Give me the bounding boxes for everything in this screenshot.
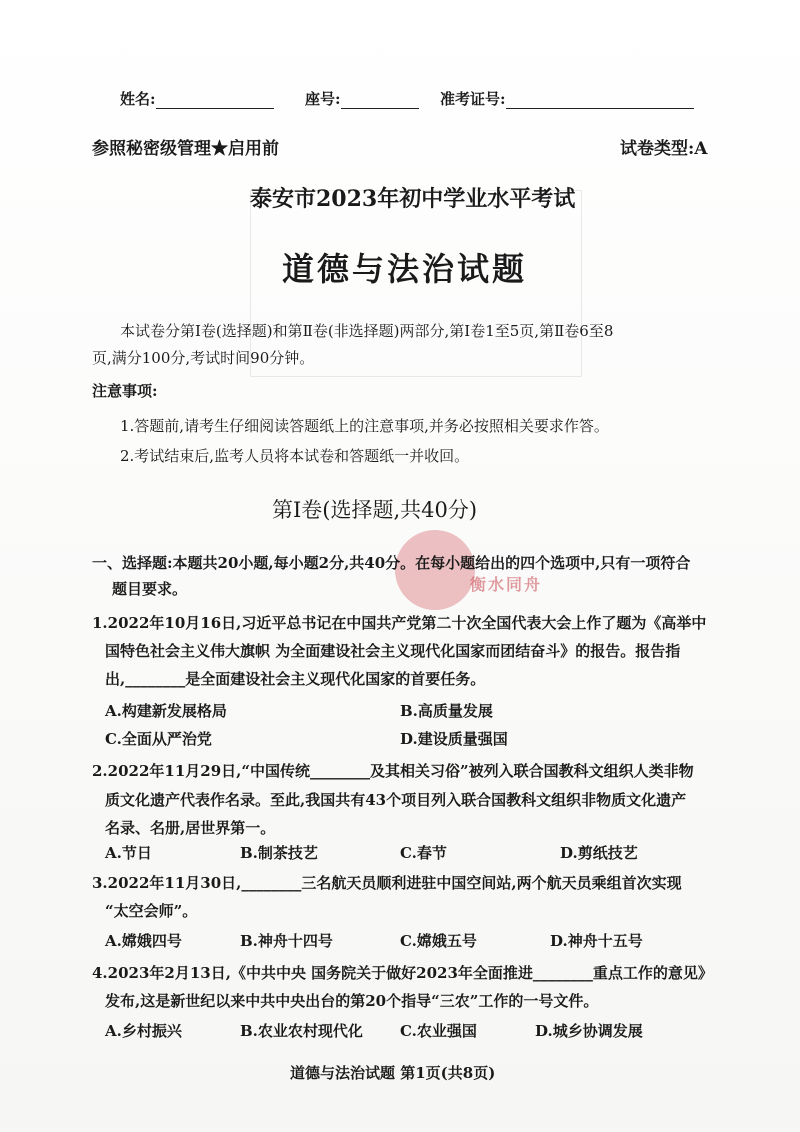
seat-line[interactable] <box>341 93 419 109</box>
paper-type: 试卷类型:A <box>620 139 708 159</box>
page-footer: 道德与法治试题 第1页(共8页) <box>290 1064 496 1082</box>
q3-line-2: “太空会师”。 <box>105 902 198 920</box>
q2-option-a[interactable]: A.节日 <box>105 844 152 862</box>
q3-option-d[interactable]: D.神舟十五号 <box>550 932 643 950</box>
q2-line-2: 质文化遗产代表作名录。至此,我国共有43个项目列入联合国教科文组织非物质文化遗产 <box>105 791 687 809</box>
watermark-text: 衡水同舟 <box>470 575 543 594</box>
q4-option-c[interactable]: C.农业强国 <box>400 1022 477 1040</box>
notes-heading: 注意事项: <box>92 382 158 400</box>
q4-option-a[interactable]: A.乡村振兴 <box>105 1022 182 1040</box>
q3-line-1: 3.2022年11月30日,________三名航天员顺利进驻中国空间站,两个航天员乘组首次实现 <box>92 874 682 892</box>
q1-line-3: 出,________是全面建设社会主义现代化国家的首要任务。 <box>105 670 486 688</box>
q2-option-b[interactable]: B.制茶技艺 <box>240 844 318 862</box>
intro-line-2: 页,满分100分,考试时间90分钟。 <box>92 349 315 367</box>
q1-line-2: 国特色社会主义伟大旗帜 为全面建设社会主义现代化国家而团结奋斗》的报告。报告指 <box>105 642 681 660</box>
q1-option-a[interactable]: A.构建新发展格局 <box>105 702 227 720</box>
q1-line-1: 1.2022年10月16日,习近平总书记在中国共产党第二十次全国代表大会上作了题为《高举中 <box>92 614 707 632</box>
q2-option-d[interactable]: D.剪纸技艺 <box>560 844 638 862</box>
q4-option-d[interactable]: D.城乡协调发展 <box>535 1022 643 1040</box>
exam-no-field <box>440 88 694 109</box>
secret-level: 参照秘密级管理★启用前 <box>92 139 279 159</box>
section-instr-1: 一、选择题:本题共20小题,每小题2分,共40分。在每小题给出的四个选项中,只有一项符合 <box>92 554 691 572</box>
q1-option-c[interactable]: C.全面从严治党 <box>105 730 212 748</box>
subject-title: 道德与法治试题 <box>282 250 528 288</box>
seat-label: 座号: <box>305 90 341 108</box>
name-field <box>120 88 274 109</box>
name-label: 姓名: <box>120 90 156 108</box>
name-line[interactable] <box>156 93 274 109</box>
notes-item-2: 2.考试结束后,监考人员将本试卷和答题纸一并收回。 <box>120 447 470 465</box>
q4-line-1: 4.2023年2月13日,《中共中央 国务院关于做好2023年全面推进________重点工作的意见》 <box>92 964 713 982</box>
q3-option-b[interactable]: B.神舟十四号 <box>240 932 333 950</box>
q2-line-3: 名录、名册,居世界第一。 <box>105 819 276 837</box>
exam-title: 泰安市2023年初中学业水平考试 <box>250 186 576 212</box>
q4-option-b[interactable]: B.农业农村现代化 <box>240 1022 363 1040</box>
q4-line-2: 发布,这是新世纪以来中共中央出台的第20个指导“三农”工作的一号文件。 <box>105 992 599 1010</box>
q1-option-d[interactable]: D.建设质量强国 <box>400 730 508 748</box>
q2-line-1: 2.2022年11月29日,“中国传统________及其相关习俗”被列入联合国教科文组织人类非物 <box>92 762 694 780</box>
intro-line-1: 本试卷分第Ⅰ卷(选择题)和第Ⅱ卷(非选择题)两部分,第Ⅰ卷1至5页,第Ⅱ卷6至8 <box>120 322 614 340</box>
notes-item-1: 1.答题前,请考生仔细阅读答题纸上的注意事项,并务必按照相关要求作答。 <box>120 417 609 435</box>
q3-option-c[interactable]: C.嫦娥五号 <box>400 932 477 950</box>
section-title: 第Ⅰ卷(选择题,共40分) <box>272 498 478 522</box>
seat-field <box>305 88 419 109</box>
q3-option-a[interactable]: A.嫦娥四号 <box>105 932 182 950</box>
exam-no-label: 准考证号: <box>440 90 506 108</box>
q2-option-c[interactable]: C.春节 <box>400 844 447 862</box>
q1-option-b[interactable]: B.高质量发展 <box>400 702 493 720</box>
section-instr-2: 题目要求。 <box>112 580 188 598</box>
exam-no-line[interactable] <box>506 93 694 109</box>
